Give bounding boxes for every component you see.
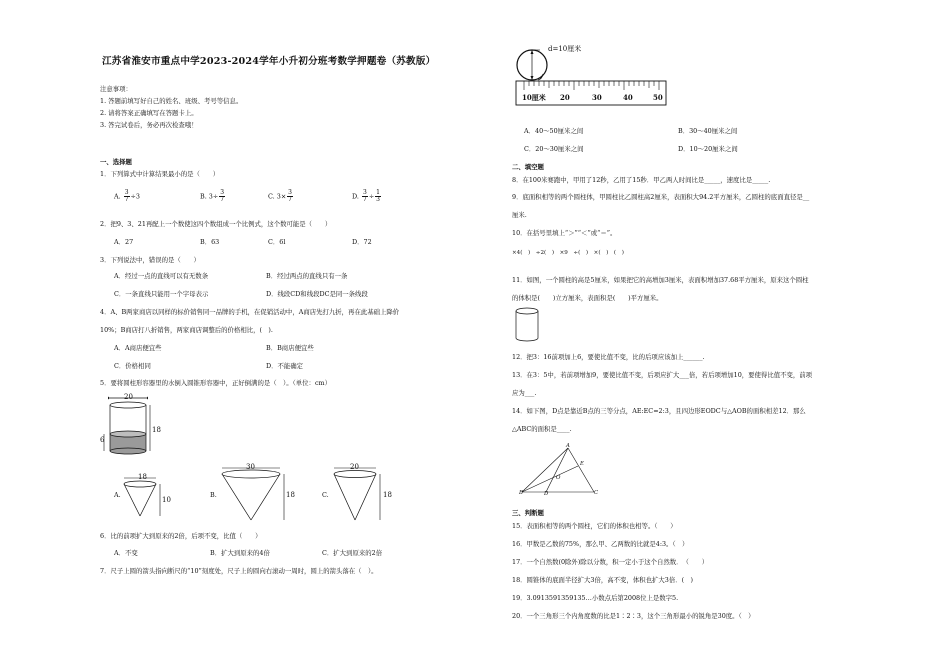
q5-option-c: C. (322, 491, 329, 499)
q5-stem: 5．要将圆柱形容器里的水倒入圆锥形容器中，正好倒满的是（ ）。（单位：cm） (100, 379, 331, 387)
q1-option-a: A. $\frac{3}{7}$ ÷3 (114, 189, 140, 203)
q2-option-c: C．6l (268, 238, 286, 246)
q4-option-b: B．B商店便宜些 (266, 344, 314, 352)
q12: 12．把3：16前项加上6，要使比值不变，比的后项应该加上______. (512, 353, 705, 361)
q4-line2: 10%；B商店打八折销售，两家商店调整后的价格相比，( ). (100, 326, 273, 334)
q19: 19．3.0913591359135…小数点后第2008位上是数字5. (512, 594, 679, 602)
q8: 8．在100米赛跑中，甲用了12秒，乙用了15秒．甲乙两人时间比是_____，速度比是_____. (512, 176, 771, 184)
ruler-tick-label: 20 (560, 93, 570, 102)
ruler-start-label: 10厘米 (522, 93, 546, 102)
q4-option-c: C．价格相同 (114, 362, 151, 370)
water-height: 6 (100, 436, 105, 444)
section-fill: 二、填空题 (512, 163, 544, 171)
q1-option-d: D. $\frac{3}{7}$ ÷ $\frac{1}{3}$ (352, 189, 380, 203)
cone-b (220, 462, 290, 532)
label-a: A (566, 443, 570, 449)
label-o: O (556, 475, 561, 481)
q13-line2: 应为___. (512, 389, 537, 397)
q11-line2: 的体积是( )立方厘米，表面积是( )平方厘米。 (512, 294, 663, 302)
notice-item: 3. 答完试卷后，务必再次检查哦！ (100, 121, 198, 129)
q2-option-a: A．27 (114, 238, 134, 246)
q6-option-a: A．不变 (114, 549, 138, 557)
q18: 18．圆锥体的底面半径扩大3倍，高不变，体积也扩大3倍．( ) (512, 576, 694, 584)
q10-expressions: ×4( ) ÷2( ) ×9 ÷( ) ×( ) ( ) (512, 250, 624, 256)
q7-option-d: D．10～20厘米之间 (678, 145, 738, 153)
label-b: B (519, 490, 523, 496)
q6-stem: 6．比的前项扩大到原来的2倍，后项不变，比值（ ） (100, 532, 262, 540)
q14-line1: 14．如下图，D点是靠近B点的三等分点，AE:EC=2:3，且四边形EODC与△AOB的面积相差12．那么 (512, 407, 806, 415)
q3-option-d: D．线段CD和线段DC是同一条线段 (266, 290, 368, 298)
cone-b-diameter: 30 (246, 463, 255, 471)
notice-item: 2. 请将答案正确填写在答题卡上。 (100, 109, 198, 117)
circle-diameter-label: d=10厘米 (548, 45, 582, 53)
notice-heading: 注意事项： (100, 85, 132, 93)
section-choice: 一、选择题 (100, 158, 132, 166)
label-e: E (580, 461, 584, 467)
label-d: D (544, 491, 549, 497)
q11-cylinder (514, 306, 544, 346)
q3-option-c: C．一条直线只能用一个字母表示 (114, 290, 209, 298)
q15: 15．表面积相等的两个圆柱，它们的体积也相等。（ ） (512, 522, 677, 530)
q9-line2: 厘米. (512, 211, 527, 219)
q10-stem: 10．在括号里填上“＞”“＜”或“＝”。 (512, 229, 617, 237)
page-title: 江苏省淮安市重点中学2023-2024学年小升初分班考数学押题卷（苏教版） (102, 56, 436, 67)
cylinder-height: 18 (152, 426, 161, 434)
q7-stem: 7．尺子上圆的箭头指向断尺的“10”刻度处，尺子上的圆向右滚动一周时，圆上的箭头落在（ ）。 (100, 567, 378, 575)
q7-option-a: A．40～50厘米之间 (524, 127, 584, 135)
q13-line1: 13．在3：5中，若前项增加9，要使比值不变，后项应扩大___倍，若后项增加10，要使得比值不变，前项 (512, 371, 813, 379)
cone-c-height: 18 (383, 491, 392, 499)
cone-c-diameter: 20 (350, 463, 359, 471)
q2-option-d: D．72 (352, 238, 372, 246)
q16: 16．甲数是乙数的75%，那么甲、乙两数的比就是4:3。（ ） (512, 540, 689, 548)
q3-stem: 3．下列说法中，错误的是（ ） (100, 256, 200, 264)
cylinder-diameter: 20 (124, 393, 133, 401)
section-judge: 三、判断题 (512, 509, 544, 517)
ruler-ticks (524, 81, 659, 90)
q9-line1: 9．底面积相等的两个圆柱体，甲圆柱比乙圆柱高2厘米，表面积大94.2平方厘米，乙圆柱的底面直径是__ (512, 193, 810, 201)
q1-option-b: B. 3÷ $\frac{3}{7}$ (200, 189, 225, 203)
cone-a-height: 10 (162, 496, 171, 504)
q17: 17．一个自然数(0除外)除以分数，积一定小于这个自然数． （ ） (512, 558, 709, 566)
q2-stem: 2．把9、3、21再配上一个数使这四个数组成一个比例式，这个数可能是（ ） (100, 220, 332, 228)
label-c: C (594, 490, 599, 496)
q7-option-c: C．20～30厘米之间 (524, 145, 584, 153)
notice-item: 1. 答题前填写好自己的姓名、班级、考号等信息。 (100, 97, 243, 105)
q4-option-a: A．A商店便宜些 (114, 344, 162, 352)
q5-option-a: A. (114, 491, 121, 499)
rolling-circle-ruler (512, 46, 672, 116)
q7-option-b: B．30～40厘米之间 (678, 127, 738, 135)
q6-option-c: C．扩大到原来的2倍 (322, 549, 383, 557)
cone-a-diameter: 18 (138, 473, 147, 481)
q4-line1: 4．A、B两家商店以同样的标价销售同一品牌的手机，在促销活动中，A商店先打九折，再在此基础上降价 (100, 308, 400, 316)
q4-option-d: D．不能确定 (266, 362, 304, 370)
q20: 20．一个三角形三个内角度数的比是1∶2∶3，这个三角形最小的锐角是30度。（ ） (512, 612, 755, 620)
q1-option-c: C. 3× $\frac{3}{7}$ (268, 189, 292, 203)
q1-stem: 1．下列算式中计算结果最小的是（ ） (100, 170, 220, 178)
q3-option-b: B．经过两点的直线只有一条 (266, 272, 348, 280)
ruler-tick-label: 30 (592, 93, 602, 102)
q2-option-b: B．63 (200, 238, 220, 246)
ruler-tick-label: 40 (623, 93, 633, 102)
ruler-tick-label: 50 (653, 93, 663, 102)
q6-option-b: B．扩大到原来的4倍 (210, 549, 270, 557)
cone-b-height: 18 (286, 491, 295, 499)
q3-option-a: A．经过一点的直线可以有无数条 (114, 272, 209, 280)
q5-option-b: B. (210, 491, 217, 499)
q11-line1: 11．如图，一个圆柱的高是5厘米，如果把它的高增加3厘米，表面积增加37.68平方厘米，原来这个圆柱 (512, 276, 809, 284)
q14-line2: △ABC的面积是____. (512, 425, 572, 433)
